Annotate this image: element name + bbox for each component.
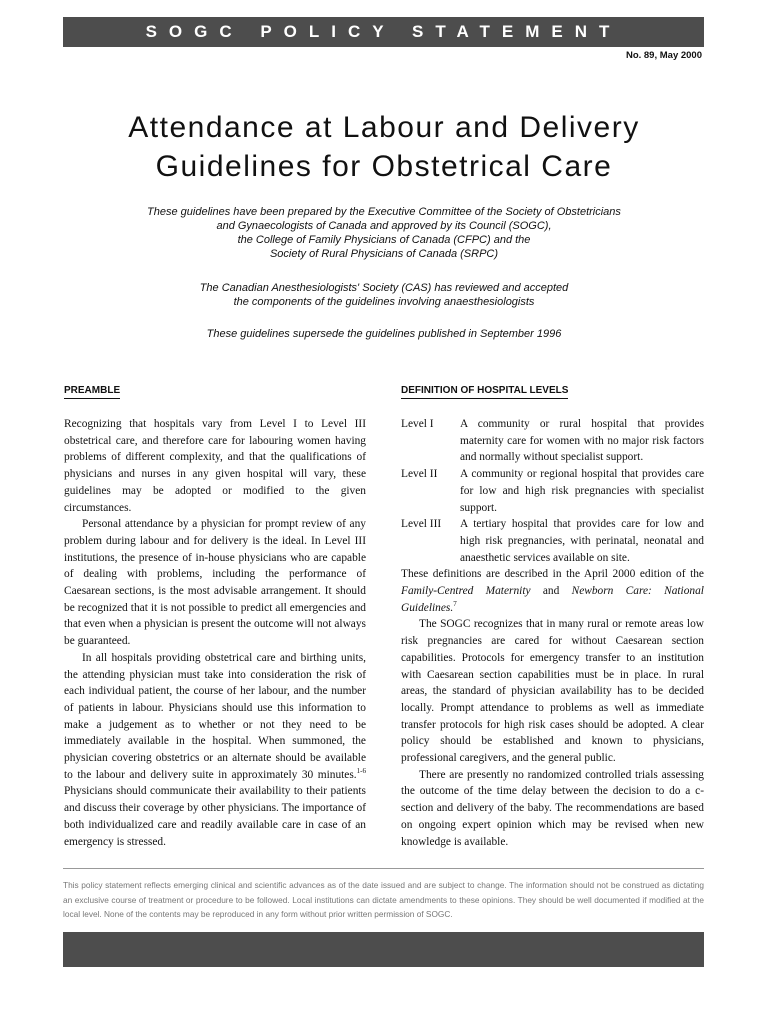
hospital-level-row xyxy=(401,416,704,466)
approval-line: the College of Family Physicians of Canada (CFPC) and the xyxy=(237,234,531,246)
hospital-levels-heading: DEFINITION OF HOSPITAL LEVELS xyxy=(401,385,568,399)
paragraph-text: In all hospitals providing obstetrical care and birthing units, the attending physician must take into consideration the risk of each individual patient, the course of her labour, and the number of patients in labour. Physicians should use this information to make a judgement as to whether or not they need to be immediately available in the hospital. When summoned, the physician covering obstetrics or an alternate should be available to the labour and delivery suite in approximately 30 minutes. xyxy=(64,651,366,781)
preamble-paragraph xyxy=(64,650,366,850)
cas-statement xyxy=(80,281,688,309)
rural-care-paragraph: The SOGC recognizes that in many rural or remote areas low risk pregnancies are cared for without Caesarean section capabilities. Protocols for emergency transfer to an institution with Caesarean section capabilities must be in place. In rural areas, the standard of physician availability has to be decided locally. Prompt attendance to problems as well as immediate transfer protocols for high risk cases should be adopted. A clear policy should be established and known to physicians, professional caregivers, and the general public. xyxy=(401,618,704,765)
approval-line: These guidelines have been prepared by the Executive Committee of the Society of Obstetricians xyxy=(147,206,621,218)
hospital-levels-section xyxy=(401,380,704,850)
hospital-levels-list xyxy=(401,416,704,566)
definitions-source xyxy=(401,566,704,616)
document-title xyxy=(40,108,728,186)
cas-line: The Canadian Anesthesiologists' Society (CAS) has reviewed and accepted xyxy=(199,282,569,294)
paragraph-text: and xyxy=(530,585,572,598)
supersede-statement: These guidelines supersede the guidelines published in September 1996 xyxy=(206,328,562,340)
paragraph-text: Physicians should communicate their availability to their patients and discuss their coverage by other physicians. The importance of both individualized care and readily available care in case of an emergency is stressed. xyxy=(64,785,366,848)
reference-marker: 1-6 xyxy=(356,766,366,775)
preamble-paragraph: Personal attendance by a physician for prompt review of any problem during labour and for delivery is the ideal. In Level III institutions, the presence of in-house physicians who are capable of dealing with problems, including the performance of Caesarean sections, is the most advisable arrangement. It should be recognized that it is not possible to predict all emergencies and that even when a physician is present the outcome will not always be guaranteed. xyxy=(64,518,366,648)
level-name: Level III xyxy=(401,518,442,531)
footer-divider xyxy=(63,868,704,869)
source-title: Family-Centred Maternity xyxy=(401,585,531,598)
paragraph-text: . xyxy=(450,601,454,614)
preamble-heading: PREAMBLE xyxy=(64,385,120,399)
reference-marker: 7 xyxy=(453,599,457,608)
footer-bar xyxy=(63,932,704,967)
trials-paragraph: There are presently no randomized controlled trials assessing the outcome of the time delay between the decision to do a c-section and delivery of the baby. The recommendations are based on ongoing expert opinion which may be revised when new knowledge is available. xyxy=(401,768,704,848)
policy-statement-banner: SOGC POLICY STATEMENT xyxy=(63,17,704,47)
approval-line: and Gynaecologists of Canada and approved by its Council (SOGC), xyxy=(216,220,552,232)
level-description: A tertiary hospital that provides care for low and high risk pregnancies, with perinatal, neonatal and anaesthetic services available on site. xyxy=(460,518,704,564)
hospital-level-row xyxy=(401,516,704,566)
preamble-section xyxy=(64,380,366,850)
preamble-paragraph: Recognizing that hospitals vary from Level I to Level III obstetrical care, and therefore care for labouring women having problems of different complexity, and that the qualifications of physicians and nurses in any given hospital will vary, these guidelines may be adopted or modified to the given circumstances. xyxy=(64,418,366,514)
paragraph-text: These definitions are described in the April 2000 edition of the xyxy=(401,568,704,581)
level-description: A community or regional hospital that provides care for low and high risk pregnancies with specialist support. xyxy=(460,468,704,514)
level-name: Level II xyxy=(401,468,438,481)
level-name: Level I xyxy=(401,418,434,430)
title-line-1: Attendance at Labour and Delivery xyxy=(128,111,640,144)
level-description: A community or rural hospital that provides maternity care for women with no major risk factors and normally without specialist support. xyxy=(460,418,704,464)
hospital-level-row xyxy=(401,466,704,516)
cas-line: the components of the guidelines involving anaesthesiologists xyxy=(233,296,535,308)
footer-disclaimer: This policy statement reflects emerging clinical and scientific advances as of the date issued and are subject to change. The information should not be construed as dictating an exclusive course of treatment or procedure to be followed. Local institutions can dictate amendments to these opinions. They should be well documented if modified at the local level. None of the contents may be reproduced in any form without prior written permission of SOGC. xyxy=(63,880,704,919)
title-line-2: Guidelines for Obstetrical Care xyxy=(155,150,613,183)
source-title: Newborn Care: National Guidelines xyxy=(401,585,704,614)
approval-line: Society of Rural Physicians of Canada (SRPC) xyxy=(269,248,499,260)
approval-statement xyxy=(80,205,688,261)
issue-number: No. 89, May 2000 xyxy=(625,50,702,61)
